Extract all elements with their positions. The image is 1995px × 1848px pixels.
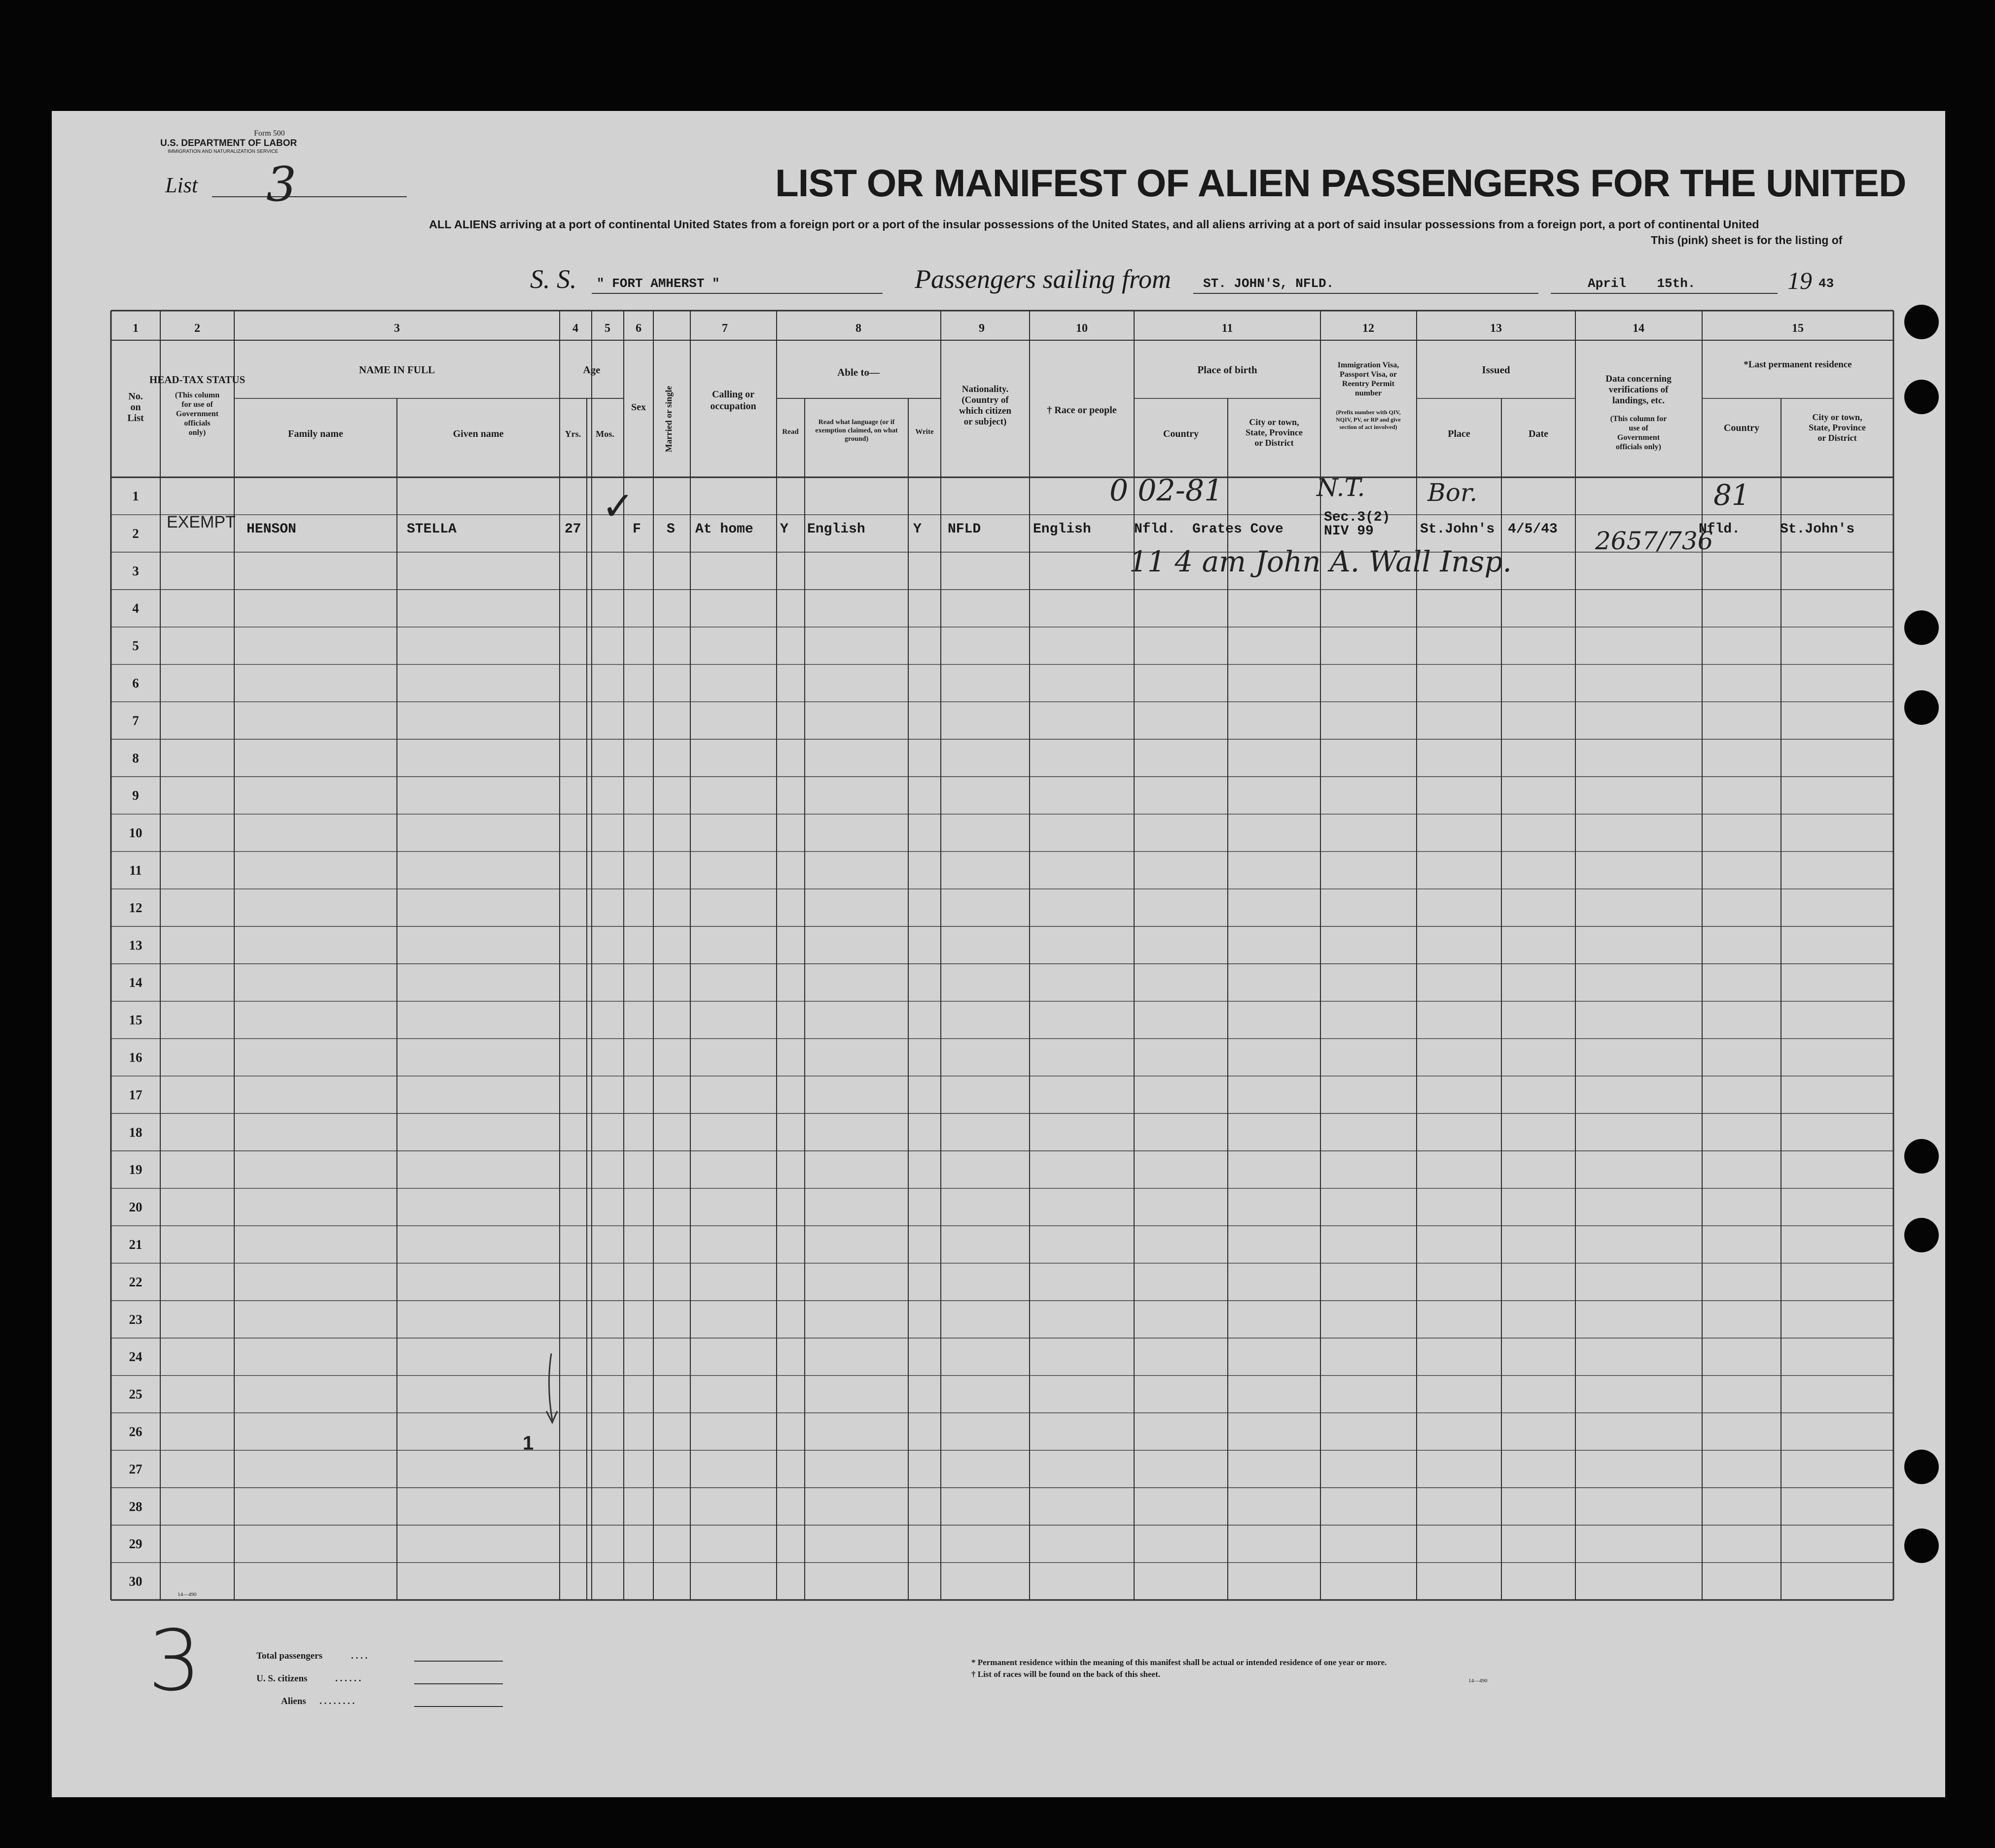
year-prefix: 19 xyxy=(1787,267,1812,294)
visa-note: NQIV, PV, or RP and give xyxy=(1336,416,1401,423)
birth-city-header: City or town, xyxy=(1249,417,1299,427)
us-citizens-dots: . . . . . . xyxy=(335,1673,361,1684)
handwritten-residence-code: 81 xyxy=(1713,478,1750,512)
residence-city: St.John's xyxy=(1780,522,1855,537)
nationality-header: Nationality. xyxy=(962,384,1009,394)
race: English xyxy=(1033,522,1091,537)
list-label: List xyxy=(165,173,198,197)
column-number: 2 xyxy=(194,322,200,335)
marital-status: S xyxy=(667,522,675,537)
column-number: 9 xyxy=(979,322,985,335)
total-passengers-line xyxy=(414,1661,503,1662)
given-name-header: Given name xyxy=(453,428,504,439)
column-number: 10 xyxy=(1076,322,1088,335)
column-number: 6 xyxy=(636,322,641,335)
birth-country-header: Country xyxy=(1163,428,1199,439)
column-number: 12 xyxy=(1362,322,1374,335)
row-number: 11 xyxy=(129,862,142,878)
ship-name: " FORT AMHERST " xyxy=(597,276,720,291)
handwritten-code: 0 02-81 xyxy=(1109,473,1223,508)
head-tax-note: officials xyxy=(184,419,211,427)
nationality-header: (Country of xyxy=(962,395,1009,405)
last-residence-header: *Last permanent residence xyxy=(1744,359,1852,370)
row-number: 25 xyxy=(129,1386,142,1402)
year-suffix: 43 xyxy=(1818,276,1834,291)
issued-place: St.John's xyxy=(1420,522,1495,537)
family-name-header: Family name xyxy=(288,428,343,439)
us-citizens-label: U. S. citizens xyxy=(256,1673,308,1684)
read-language-header: exemption claimed, on what xyxy=(815,427,898,434)
sex: F xyxy=(633,522,641,537)
list-number-handwritten: 3 xyxy=(266,157,297,212)
write-header: Write xyxy=(915,428,934,436)
aliens-line xyxy=(414,1706,503,1707)
tally-number: 1 xyxy=(523,1432,534,1454)
name-in-full-header: NAME IN FULL xyxy=(358,364,435,376)
row-number: 29 xyxy=(129,1536,142,1552)
row-number: 13 xyxy=(129,937,142,953)
row-number: 24 xyxy=(129,1349,142,1364)
visa-header: Immigration Visa, xyxy=(1337,361,1399,369)
head-tax-note: only) xyxy=(188,428,206,437)
residence-city-header: State, Province xyxy=(1809,423,1866,432)
issued-header: Issued xyxy=(1482,364,1510,376)
data-landings-note: use of xyxy=(1629,424,1648,432)
row-number: 22 xyxy=(129,1274,142,1289)
birth-country: Nfld. xyxy=(1134,522,1176,537)
column-number: 13 xyxy=(1490,322,1502,335)
form-number: Form 500 xyxy=(254,129,285,138)
column-number: 3 xyxy=(394,322,400,335)
column-number: 5 xyxy=(605,322,610,335)
residence-country-header: Country xyxy=(1723,423,1760,433)
nationality: NFLD xyxy=(948,522,981,537)
sailing-label: Passengers sailing from xyxy=(915,264,1172,294)
residence-country: Nfld. xyxy=(1699,522,1741,537)
inspector-signature: 11 4 am John A. Wall Insp. xyxy=(1129,545,1512,578)
row-number: 19 xyxy=(129,1162,142,1177)
residence-city-header: or District xyxy=(1817,433,1857,443)
calling-header: occupation xyxy=(710,401,756,412)
handwritten-nt: N.T. xyxy=(1317,473,1365,502)
row-number: 26 xyxy=(129,1424,142,1439)
row-number: 28 xyxy=(129,1499,142,1514)
sailing-date: April 15th. xyxy=(1588,276,1696,291)
visa-header: Passport Visa, or xyxy=(1340,370,1397,379)
age-header: Age xyxy=(583,364,601,376)
row-number: 17 xyxy=(129,1087,142,1102)
visa-number: NIV 99 xyxy=(1324,524,1374,539)
column-number: 11 xyxy=(1221,322,1233,335)
head-tax-status: EXEMPT xyxy=(167,513,236,532)
total-passengers-dots: . . . . xyxy=(351,1651,368,1661)
subtitle-line-1: ALL ALIENS arriving at a port of continental United States from a foreign port or a port of the insular possessions of the United States, and all aliens arriving at a port of said insular possessions from a foreign port, a port of continental United xyxy=(429,218,1759,231)
department-label: U.S. DEPARTMENT OF LABOR xyxy=(160,138,297,148)
birth-city-header: State, Province xyxy=(1246,427,1303,437)
data-landings-note: (This column for xyxy=(1610,415,1667,423)
row-number: 7 xyxy=(132,713,139,728)
no-on-list-header: List xyxy=(127,413,144,424)
residence-city-header: City or town, xyxy=(1812,412,1862,422)
given-name: STELLA xyxy=(407,522,457,537)
data-landings-note: officials only) xyxy=(1616,443,1661,451)
column-number: 1 xyxy=(133,322,139,335)
no-on-list-header: No. xyxy=(128,391,143,402)
row-number: 4 xyxy=(132,601,139,616)
data-landings-note: Government xyxy=(1617,433,1660,442)
occupation: At home xyxy=(695,522,753,537)
row-number: 3 xyxy=(132,563,139,578)
issued-date: 4/5/43 xyxy=(1508,522,1558,537)
total-passengers-label: Total passengers xyxy=(256,1651,322,1661)
row-number: 23 xyxy=(129,1312,142,1327)
tally-arrow-icon xyxy=(537,1351,567,1430)
visa-header: number xyxy=(1354,389,1382,397)
issued-place-header: Place xyxy=(1448,428,1470,439)
issued-date-header: Date xyxy=(1529,428,1548,439)
footnote-races: † List of races will be found on the back of this sheet. xyxy=(971,1670,1160,1679)
visa-section: Sec.3(2) xyxy=(1324,510,1390,525)
data-landings-header: Data concerning xyxy=(1605,374,1672,384)
row-number: 9 xyxy=(132,788,139,803)
handwritten-landing-data: 2657/736 xyxy=(1595,527,1713,555)
row-number: 14 xyxy=(129,975,142,990)
race-header: † Race or people xyxy=(1047,405,1117,416)
place-of-birth-header: Place of birth xyxy=(1197,364,1257,376)
row-number: 12 xyxy=(129,900,142,915)
visa-header: Reentry Permit xyxy=(1342,380,1395,388)
head-tax-note: for use of xyxy=(181,400,213,409)
column-number: 8 xyxy=(855,322,861,335)
row-number: 16 xyxy=(129,1050,142,1065)
age-years: 27 xyxy=(565,522,581,537)
footnote-residence: * Permanent residence within the meaning of this manifest shall be actual or intended residence of one year or more. xyxy=(971,1658,1387,1667)
column-number: 7 xyxy=(722,322,728,335)
nationality-header: which citizen xyxy=(959,406,1012,416)
read-language-header: Read what language (or if xyxy=(818,419,895,426)
visa-note: (Prefix number with QIV, xyxy=(1336,409,1401,416)
printer-mark-left: 14—490 xyxy=(178,1592,197,1598)
column-number: 14 xyxy=(1633,322,1644,335)
row-number: 6 xyxy=(132,675,139,691)
mos-header: Mos. xyxy=(596,429,614,439)
read-language: English xyxy=(807,522,865,537)
subtitle-line-2: This (pink) sheet is for the listing of xyxy=(1651,234,1843,247)
yrs-header: Yrs. xyxy=(565,429,581,439)
birth-city-header: or District xyxy=(1254,438,1294,448)
row-number: 30 xyxy=(129,1574,142,1589)
column-number: 4 xyxy=(572,322,578,335)
can-read: Y xyxy=(780,522,788,537)
manifest-title: LIST OR MANIFEST OF ALIEN PASSENGERS FOR THE UNITED xyxy=(775,161,1906,205)
column-number: 15 xyxy=(1792,322,1804,335)
able-to-header: Able to— xyxy=(837,366,880,378)
can-write: Y xyxy=(913,522,922,537)
row-number: 21 xyxy=(129,1237,142,1252)
read-language-header: ground) xyxy=(845,435,868,443)
sex-header: Sex xyxy=(631,402,646,413)
head-tax-note: Government xyxy=(176,410,219,418)
row-number: 2 xyxy=(132,526,139,541)
data-landings-header: verifications of xyxy=(1608,385,1669,395)
married-header: Married or single xyxy=(664,386,674,453)
row-number: 15 xyxy=(129,1012,142,1028)
footer-handwritten-number: 3 xyxy=(148,1612,202,1710)
head-tax-note: (This column xyxy=(175,391,220,399)
birth-city: Grates Cove xyxy=(1192,522,1283,537)
port-name: ST. JOHN'S, NFLD. xyxy=(1203,276,1334,291)
head-tax-header: HEAD-TAX STATUS xyxy=(149,374,246,386)
us-citizens-line xyxy=(414,1683,503,1684)
ss-label: S. S. xyxy=(530,264,577,294)
row-number: 8 xyxy=(132,750,139,766)
row-number: 20 xyxy=(129,1200,142,1215)
family-name: HENSON xyxy=(247,522,296,537)
read-header: Read xyxy=(782,428,799,436)
no-on-list-header: on xyxy=(130,402,141,413)
data-landings-header: landings, etc. xyxy=(1612,395,1665,406)
calling-header: Calling or xyxy=(712,389,755,400)
row-number: 27 xyxy=(129,1461,142,1477)
aliens-label: Aliens xyxy=(281,1696,306,1706)
printer-mark-right: 14—490 xyxy=(1468,1678,1488,1684)
row-number: 1 xyxy=(132,488,139,503)
visa-note: section of act involved) xyxy=(1339,424,1397,430)
row-number: 10 xyxy=(129,825,142,841)
check-mark: ✓ xyxy=(602,483,635,529)
nationality-header: or subject) xyxy=(963,417,1007,427)
service-label: IMMIGRATION AND NATURALIZATION SERVICE xyxy=(168,149,279,154)
row-number: 5 xyxy=(132,638,139,653)
aliens-dots: . . . . . . . . xyxy=(320,1696,355,1706)
handwritten-bor: Bor. xyxy=(1427,478,1478,507)
row-number: 18 xyxy=(129,1125,142,1140)
